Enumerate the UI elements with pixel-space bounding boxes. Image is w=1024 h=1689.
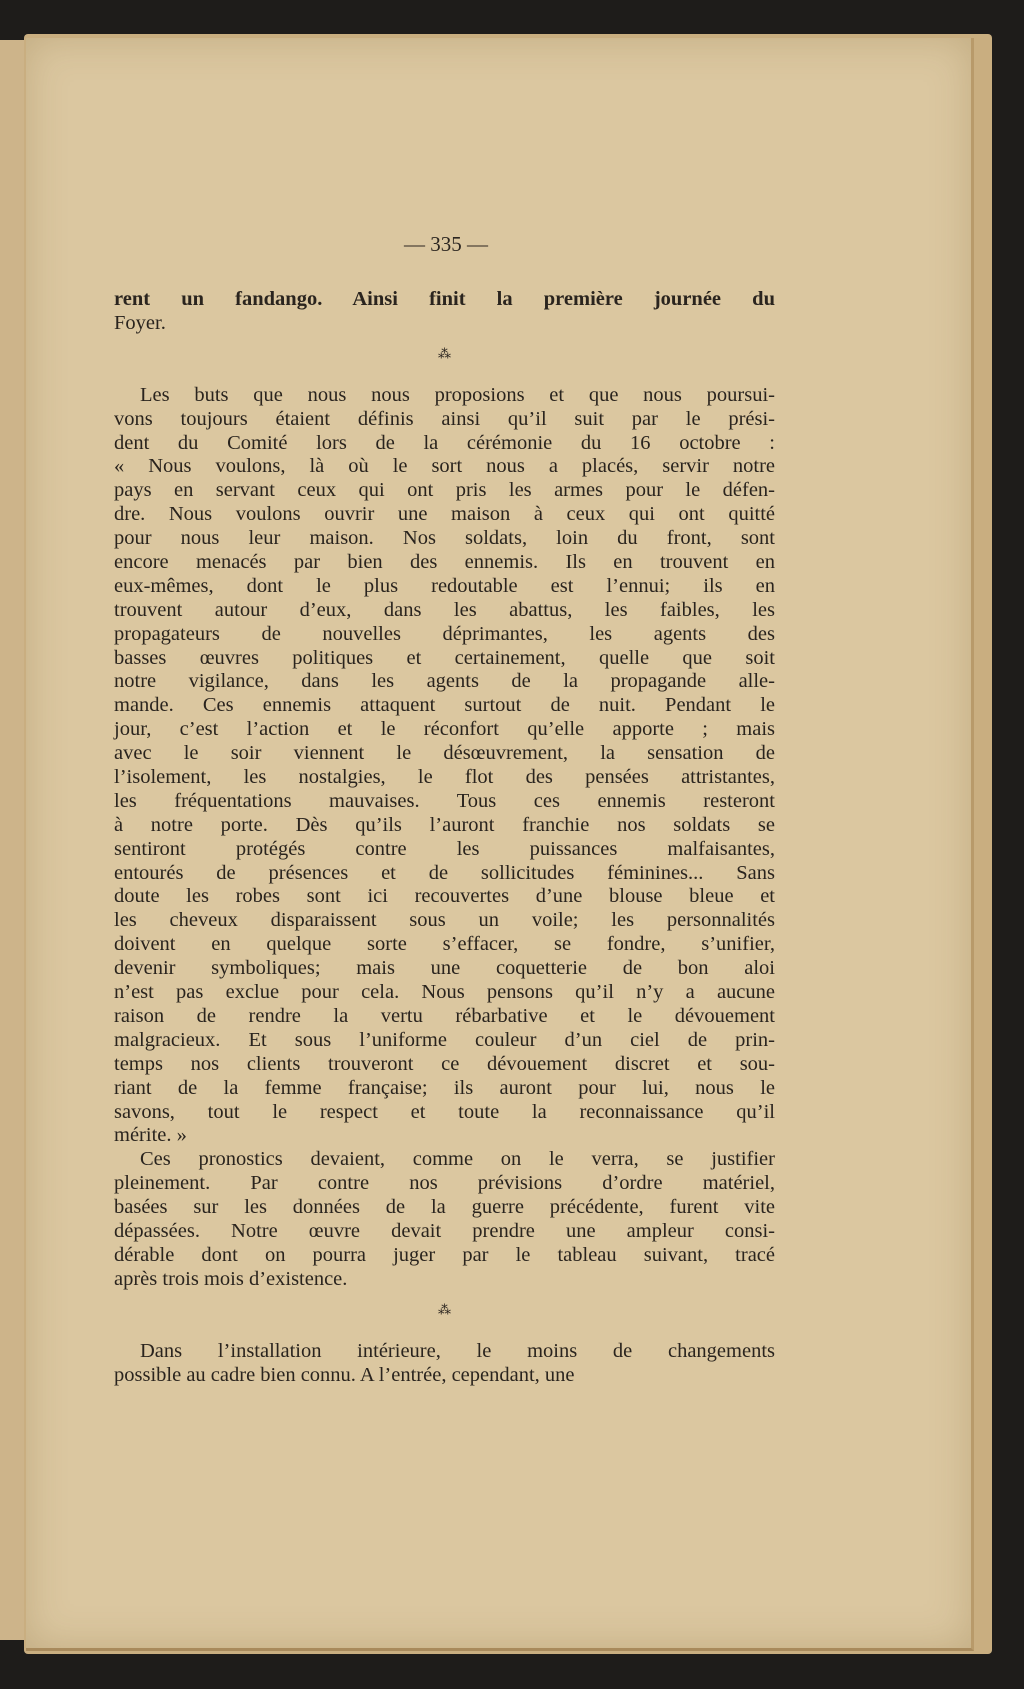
- text-line: Foyer.: [114, 311, 166, 334]
- text-line: pour nous leur maison. Nos soldats, loin du front, sont: [114, 527, 775, 550]
- section-separator: ⁂: [438, 1301, 451, 1317]
- page-number: — 335 —: [404, 232, 488, 256]
- text-line: notre vigilance, dans les agents de la propagande alle-: [114, 670, 775, 693]
- text-line: pays en servant ceux qui ont pris les armes pour le défen-: [114, 479, 775, 502]
- text-line: Dans l’installation intérieure, le moins de changements: [140, 1339, 775, 1362]
- text-line: eux-mêmes, dont le plus redoutable est l’ennui; ils en: [114, 574, 775, 597]
- text-line: mérite. »: [114, 1124, 187, 1147]
- text-line: savons, tout le respect et toute la reconnaissance qu’il: [114, 1100, 775, 1123]
- text-line: l’isolement, les nostalgies, le flot des pensées attristantes,: [114, 766, 775, 789]
- text-line: Les buts que nous nous proposions et que nous poursui-: [140, 383, 775, 406]
- text-line: à notre porte. Dès qu’ils l’auront franchie nos soldats se: [114, 813, 775, 836]
- text-line: après trois mois d’existence.: [114, 1267, 348, 1290]
- text-line: riant de la femme française; ils auront pour lui, nous le: [114, 1076, 775, 1099]
- body-text: [114, 288, 775, 1387]
- text-line: temps nos clients trouveront ce dévouement discret et sou-: [114, 1052, 775, 1075]
- text-line: basées sur les données de la guerre précédente, furent vite: [114, 1196, 775, 1219]
- text-line: raison de rendre la vertu rébarbative et le dévouement: [114, 1004, 775, 1027]
- text-line: malgracieux. Et sous l’uniforme couleur d’un ciel de prin-: [114, 1028, 775, 1051]
- text-line: pleinement. Par contre nos prévisions d’ordre matériel,: [114, 1172, 775, 1195]
- text-line: n’est pas exclue pour cela. Nous pensons qu’il n’y a aucune: [114, 981, 775, 1004]
- text-line: les fréquentations mauvaises. Tous ces ennemis resteront: [114, 789, 775, 812]
- text-line: dent du Comité lors de la cérémonie du 16 octobre :: [114, 431, 775, 454]
- text-line: dérable dont on pourra juger par le tableau suivant, tracé: [114, 1243, 775, 1266]
- text-line: trouvent autour d’eux, dans les abattus, les faibles, les: [114, 598, 775, 621]
- text-line: dépassées. Notre œuvre devait prendre une ampleur consi-: [114, 1219, 775, 1242]
- text-line: basses œuvres politiques et certainement, quelle que soit: [114, 646, 775, 669]
- text-line: propagateurs de nouvelles déprimantes, les agents des: [114, 622, 775, 645]
- text-line: les cheveux disparaissent sous un voile; les personnalités: [114, 909, 775, 932]
- text-line: rent un fandango. Ainsi finit la première journée du: [114, 288, 775, 310]
- text-line: doute les robes sont ici recouvertes d’une blouse bleue et: [114, 885, 775, 908]
- text-line: « Nous voulons, là où le sort nous a placés, servir notre: [114, 455, 775, 478]
- text-line: dre. Nous voulons ouvrir une maison à ceux qui ont quitté: [114, 503, 775, 526]
- text-line: jour, c’est l’action et le réconfort qu’elle apporte ; mais: [114, 718, 775, 741]
- text-line: sentiront protégés contre les puissances malfaisantes,: [114, 837, 775, 860]
- section-separator: ⁂: [438, 345, 451, 361]
- text-line: Ces pronostics devaient, comme on le verra, se justifier: [140, 1148, 775, 1171]
- text-line: encore menacés par bien des ennemis. Ils en trouvent en: [114, 551, 775, 574]
- text-line: mande. Ces ennemis attaquent surtout de nuit. Pendant le: [114, 694, 775, 717]
- text-line: devenir symboliques; mais une coquetterie de bon aloi: [114, 957, 775, 980]
- text-line: avec le soir viennent le désœuvrement, la sensation de: [114, 742, 775, 765]
- text-line: doivent en quelque sorte s’effacer, se fondre, s’unifier,: [114, 933, 775, 956]
- text-line: possible au cadre bien connu. A l’entrée, cependant, une: [114, 1363, 575, 1386]
- text-line: entourés de présences et de sollicitudes féminines... Sans: [114, 861, 775, 884]
- text-line: vons toujours étaient définis ainsi qu’il suit par le prési-: [114, 407, 775, 430]
